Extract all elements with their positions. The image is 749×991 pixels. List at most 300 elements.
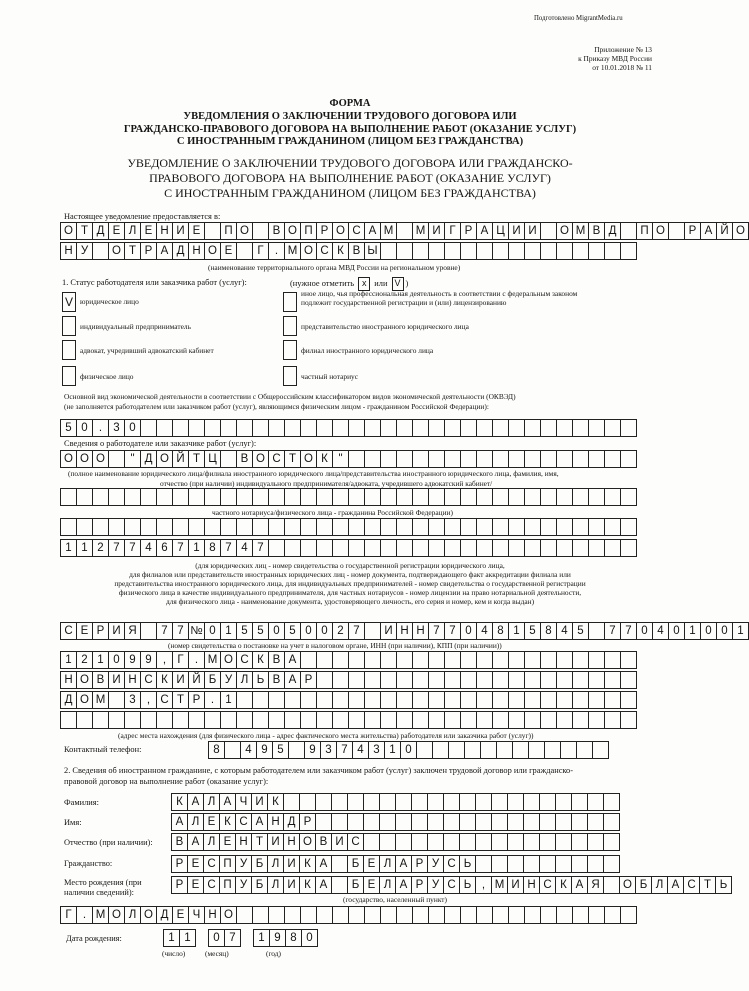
char-cell	[524, 793, 540, 811]
char-cell	[317, 539, 333, 557]
char-cell: Л	[380, 855, 396, 873]
prepared-by: Подготовлено MigrantMedia.ru	[534, 15, 623, 22]
char-cell: Л	[188, 813, 204, 831]
char-cell	[301, 651, 317, 669]
char-cell: О	[620, 876, 636, 894]
char-cell: В	[349, 242, 365, 260]
char-cell	[365, 671, 381, 689]
char-cell: 4	[653, 622, 669, 640]
char-cell: П	[301, 222, 317, 240]
char-cell	[61, 488, 77, 506]
char-cell	[573, 242, 589, 260]
notice-title-line: УВЕДОМЛЕНИЕ О ЗАКЛЮЧЕНИИ ТРУДОВОГО ДОГОВОРА ИЛИ ГРАЖДАНСКО-	[127, 156, 573, 170]
birthplace-field-2[interactable]	[60, 906, 637, 924]
address-row-4[interactable]	[60, 711, 637, 729]
char-cell: 0	[77, 419, 93, 437]
char-cell	[205, 711, 221, 729]
char-cell: О	[301, 242, 317, 260]
char-cell	[524, 855, 540, 873]
char-cell: А	[172, 813, 188, 831]
char-cell	[477, 691, 493, 709]
char-cell	[381, 691, 397, 709]
char-cell: 4	[353, 741, 369, 759]
char-cell	[509, 518, 525, 536]
char-cell	[460, 793, 476, 811]
char-cell	[509, 651, 525, 669]
char-cell	[557, 419, 573, 437]
char-cell: Т	[125, 242, 141, 260]
char-cell: Г	[253, 242, 269, 260]
char-cell	[557, 671, 573, 689]
char-cell	[157, 419, 173, 437]
char-cell	[364, 813, 380, 831]
char-cell	[397, 518, 413, 536]
char-cell: А	[188, 793, 204, 811]
name-label: Имя:	[64, 818, 82, 827]
char-cell	[445, 711, 461, 729]
char-cell	[173, 419, 189, 437]
char-cell	[332, 876, 348, 894]
char-cell	[445, 691, 461, 709]
char-cell: О	[557, 222, 573, 240]
okved-field[interactable]	[60, 419, 637, 437]
char-cell	[561, 741, 577, 759]
char-cell	[525, 711, 541, 729]
char-cell	[396, 793, 412, 811]
char-cell: 5	[285, 622, 301, 640]
char-cell: И	[268, 833, 284, 851]
char-cell	[492, 855, 508, 873]
form-title-line: ГРАЖДАНСКО-ПРАВОВОГО ДОГОВОРА НА ВЫПОЛНЕНИЕ РАБОТ (ОКАЗАНИЕ УСЛУГ)	[123, 123, 577, 135]
recipient-row-2[interactable]	[60, 242, 637, 260]
char-cell: Н	[205, 906, 221, 924]
char-cell	[573, 419, 589, 437]
char-cell	[381, 906, 397, 924]
char-cell	[481, 741, 497, 759]
char-cell	[449, 741, 465, 759]
char-cell: 8	[493, 622, 509, 640]
char-cell	[541, 711, 557, 729]
char-cell: 7	[157, 622, 173, 640]
char-cell: 0	[269, 622, 285, 640]
address-row-2[interactable]	[60, 671, 637, 689]
char-cell	[61, 711, 77, 729]
char-cell: .	[77, 906, 93, 924]
checkbox-other-person[interactable]	[283, 292, 297, 312]
char-cell	[529, 741, 545, 759]
char-cell	[493, 518, 509, 536]
char-cell: 0	[302, 929, 318, 947]
char-cell: И	[525, 222, 541, 240]
char-cell: К	[172, 793, 188, 811]
char-cell: Р	[461, 222, 477, 240]
char-cell	[317, 518, 333, 536]
char-cell	[300, 793, 316, 811]
char-cell: Р	[412, 855, 428, 873]
char-cell	[429, 539, 445, 557]
option-representative-office: представительство иностранного юридического лица	[301, 322, 469, 331]
checkbox-notary[interactable]	[283, 366, 297, 386]
char-cell: 7	[605, 622, 621, 640]
phone-field[interactable]	[208, 741, 609, 759]
char-cell: М	[381, 222, 397, 240]
char-cell	[605, 488, 621, 506]
char-cell: К	[220, 813, 236, 831]
char-cell	[461, 671, 477, 689]
char-cell	[589, 419, 605, 437]
char-cell	[380, 833, 396, 851]
char-cell	[557, 488, 573, 506]
char-cell: Д	[141, 450, 157, 468]
char-cell	[317, 906, 333, 924]
char-cell: 4	[241, 741, 257, 759]
birthplace-field-1[interactable]	[171, 876, 732, 894]
char-cell	[621, 518, 637, 536]
char-cell	[573, 906, 589, 924]
employer-name-row-3[interactable]	[60, 518, 637, 536]
char-cell: О	[221, 651, 237, 669]
char-cell: И	[109, 671, 125, 689]
char-cell	[109, 450, 125, 468]
char-cell: Ц	[493, 222, 509, 240]
char-cell: О	[285, 222, 301, 240]
tax-caption: (номер свидетельства о постановке на учет в налоговом органе, ИНН (при наличии), КПП (при наличии))	[168, 641, 502, 650]
address-row-1[interactable]	[60, 651, 637, 669]
employer-name-row-2[interactable]	[60, 488, 637, 506]
char-cell	[317, 488, 333, 506]
char-cell	[109, 711, 125, 729]
char-cell: 0	[401, 741, 417, 759]
char-cell: И	[429, 222, 445, 240]
char-cell: Т	[700, 876, 716, 894]
birthdate-label: Дата рождения:	[66, 934, 122, 943]
char-cell	[380, 793, 396, 811]
char-cell: С	[237, 651, 253, 669]
char-cell: 5	[253, 622, 269, 640]
char-cell	[412, 833, 428, 851]
char-cell: А	[396, 876, 412, 894]
char-cell: 7	[221, 539, 237, 557]
char-cell	[221, 711, 237, 729]
char-cell	[349, 488, 365, 506]
char-cell	[493, 651, 509, 669]
char-cell	[461, 242, 477, 260]
char-cell: Е	[141, 222, 157, 240]
char-cell	[429, 488, 445, 506]
char-cell: 7	[109, 539, 125, 557]
ogrn-field[interactable]	[60, 539, 637, 557]
char-cell	[397, 539, 413, 557]
char-cell	[493, 419, 509, 437]
char-cell	[605, 671, 621, 689]
char-cell	[573, 539, 589, 557]
char-cell	[332, 793, 348, 811]
char-cell	[593, 741, 609, 759]
char-cell	[237, 419, 253, 437]
char-cell	[573, 450, 589, 468]
char-cell	[604, 793, 620, 811]
char-cell: 5	[237, 622, 253, 640]
checkbox-representative-office[interactable]	[283, 316, 297, 336]
char-cell	[109, 518, 125, 536]
char-cell	[493, 450, 509, 468]
char-cell	[365, 518, 381, 536]
char-cell	[316, 793, 332, 811]
char-cell: Л	[652, 876, 668, 894]
char-cell	[476, 813, 492, 831]
char-cell: 3	[321, 741, 337, 759]
char-cell: М	[93, 691, 109, 709]
char-cell: 0	[209, 929, 225, 947]
char-cell	[577, 741, 593, 759]
char-cell	[396, 813, 412, 831]
char-cell	[413, 906, 429, 924]
char-cell: Н	[189, 242, 205, 260]
char-cell	[349, 671, 365, 689]
char-cell: Р	[301, 671, 317, 689]
char-cell	[445, 518, 461, 536]
checkbox-natural-person[interactable]	[62, 366, 76, 386]
name-field[interactable]	[171, 813, 620, 831]
char-cell: 1	[254, 929, 270, 947]
char-cell	[317, 671, 333, 689]
appendix-line: к Приказу МВД России	[578, 54, 652, 63]
char-cell	[541, 691, 557, 709]
char-cell	[541, 242, 557, 260]
char-cell: С	[348, 833, 364, 851]
char-cell: А	[157, 242, 173, 260]
char-cell: Е	[109, 222, 125, 240]
char-cell: К	[157, 671, 173, 689]
char-cell: .	[93, 419, 109, 437]
char-cell: С	[444, 876, 460, 894]
char-cell	[605, 651, 621, 669]
char-cell	[556, 855, 572, 873]
patronymic-field[interactable]	[171, 833, 620, 851]
char-cell: 1	[180, 929, 196, 947]
char-cell: О	[93, 450, 109, 468]
char-cell	[348, 813, 364, 831]
char-cell	[621, 671, 637, 689]
char-cell	[541, 488, 557, 506]
char-cell: У	[221, 671, 237, 689]
char-cell	[541, 539, 557, 557]
char-cell: О	[77, 691, 93, 709]
char-cell	[364, 833, 380, 851]
char-cell	[289, 741, 305, 759]
char-cell	[253, 906, 269, 924]
char-cell	[541, 450, 557, 468]
char-cell	[317, 711, 333, 729]
notice-title-line: С ИНОСТРАННЫМ ГРАЖДАНИНОМ (ЛИЦОМ БЕЗ ГРАЖДАНСТВА)	[164, 186, 536, 200]
char-cell: Л	[268, 876, 284, 894]
char-cell: 2	[93, 539, 109, 557]
char-cell: О	[301, 450, 317, 468]
char-cell: 3	[109, 419, 125, 437]
char-cell: Е	[173, 906, 189, 924]
birth-month-field[interactable]	[208, 929, 241, 947]
char-cell: М	[285, 242, 301, 260]
char-cell	[429, 651, 445, 669]
char-cell	[573, 651, 589, 669]
char-cell	[429, 518, 445, 536]
notice-title	[0, 156, 700, 201]
char-cell: К	[300, 855, 316, 873]
char-cell	[669, 222, 685, 240]
checkbox-branch[interactable]	[283, 340, 297, 360]
char-cell: И	[284, 876, 300, 894]
char-cell	[556, 793, 572, 811]
char-cell: И	[252, 793, 268, 811]
char-cell: Ь	[460, 876, 476, 894]
ogrn-caption-line: для физического лица - наименование документа, удостоверяющего личность, его серия и номер, кем и когда выдан)	[165, 597, 535, 606]
char-cell	[604, 855, 620, 873]
char-cell	[381, 488, 397, 506]
char-cell	[413, 539, 429, 557]
char-cell	[221, 419, 237, 437]
char-cell: О	[77, 450, 93, 468]
char-cell: О	[141, 906, 157, 924]
address-row-3[interactable]	[60, 691, 637, 709]
char-cell: 4	[141, 539, 157, 557]
char-cell	[332, 855, 348, 873]
char-cell	[301, 488, 317, 506]
char-cell	[557, 242, 573, 260]
option-other-person: иное лицо, чья профессиональная деятельность в соответствии с федеральным законом подлежит государственной регистрации и (или) лицензированию	[301, 289, 578, 307]
char-cell	[525, 671, 541, 689]
checkbox-legal-entity[interactable]: V	[62, 292, 76, 312]
char-cell	[365, 419, 381, 437]
char-cell	[605, 450, 621, 468]
char-cell: Р	[317, 222, 333, 240]
char-cell	[125, 711, 141, 729]
char-cell: 0	[109, 651, 125, 669]
char-cell: Й	[717, 222, 733, 240]
char-cell: В	[269, 671, 285, 689]
char-cell	[509, 450, 525, 468]
char-cell	[365, 539, 381, 557]
char-cell	[237, 906, 253, 924]
char-cell: С	[61, 622, 77, 640]
char-cell	[589, 450, 605, 468]
surname-field[interactable]	[171, 793, 620, 811]
char-cell: 5	[525, 622, 541, 640]
char-cell	[332, 813, 348, 831]
char-cell: Р	[93, 622, 109, 640]
char-cell: 9	[305, 741, 321, 759]
ogrn-caption-line: физического лица в качестве индивидуального предпринимателя, для частных нотариусов - номер лицензии на право нотариальной деятельности,	[118, 588, 582, 597]
ogrn-caption-line: для филиалов или представительств иностранных юридических лиц - номер документа, подтверждающего факт аккредитации филиала или	[129, 570, 571, 579]
char-cell	[545, 741, 561, 759]
char-cell: Й	[189, 671, 205, 689]
char-cell	[541, 651, 557, 669]
char-cell: М	[93, 906, 109, 924]
char-cell: Н	[397, 622, 413, 640]
char-cell: 9	[141, 651, 157, 669]
char-cell	[412, 813, 428, 831]
birth-year-field[interactable]	[253, 929, 318, 947]
char-cell	[508, 813, 524, 831]
char-cell	[428, 793, 444, 811]
char-cell: Д	[61, 691, 77, 709]
char-cell: Л	[125, 906, 141, 924]
char-cell	[461, 711, 477, 729]
char-cell: 2	[333, 622, 349, 640]
char-cell	[157, 518, 173, 536]
char-cell: 0	[701, 622, 717, 640]
char-cell	[621, 222, 637, 240]
char-cell: Л	[380, 876, 396, 894]
char-cell: Р	[412, 876, 428, 894]
char-cell	[397, 906, 413, 924]
char-cell	[141, 518, 157, 536]
char-cell	[397, 488, 413, 506]
status-label: 1. Статус работодателя или заказчика работ (услуг):	[62, 278, 247, 287]
char-cell: Б	[252, 855, 268, 873]
char-cell	[433, 741, 449, 759]
char-cell: К	[556, 876, 572, 894]
char-cell: Р	[300, 813, 316, 831]
employer-name-row-1[interactable]	[60, 450, 637, 468]
char-cell	[205, 419, 221, 437]
char-cell	[109, 691, 125, 709]
char-cell	[525, 906, 541, 924]
char-cell	[397, 242, 413, 260]
char-cell	[557, 539, 573, 557]
char-cell: Н	[125, 671, 141, 689]
char-cell	[333, 539, 349, 557]
char-cell	[525, 488, 541, 506]
char-cell	[589, 622, 605, 640]
char-cell: Н	[61, 242, 77, 260]
tax-field[interactable]	[60, 622, 749, 640]
char-cell: Е	[204, 813, 220, 831]
char-cell: Л	[204, 833, 220, 851]
char-cell	[605, 906, 621, 924]
char-cell	[237, 691, 253, 709]
char-cell: В	[589, 222, 605, 240]
citizenship-field[interactable]	[171, 855, 620, 873]
char-cell	[365, 711, 381, 729]
checkbox-lawyer[interactable]	[62, 340, 76, 360]
char-cell: У	[236, 855, 252, 873]
char-cell	[572, 833, 588, 851]
char-cell: Р	[141, 242, 157, 260]
char-cell	[285, 711, 301, 729]
char-cell: Р	[172, 855, 188, 873]
char-cell: С	[444, 855, 460, 873]
char-cell	[413, 711, 429, 729]
recipient-row-1[interactable]	[60, 222, 749, 240]
char-cell	[572, 855, 588, 873]
char-cell	[477, 539, 493, 557]
char-cell: Т	[173, 691, 189, 709]
char-cell	[381, 242, 397, 260]
birth-day-field[interactable]	[163, 929, 196, 947]
char-cell: К	[300, 876, 316, 894]
char-cell: 0	[637, 622, 653, 640]
char-cell: Д	[93, 222, 109, 240]
foreigner-section-label-1: 2. Сведения об иностранном гражданине, с которым работодателем или заказчиком работ (услуг) заключен трудовой договор или гражданско-	[64, 766, 574, 775]
char-cell: И	[508, 876, 524, 894]
char-cell	[525, 539, 541, 557]
char-cell	[525, 691, 541, 709]
char-cell: А	[188, 833, 204, 851]
checkbox-individual-entrepreneur[interactable]	[62, 316, 76, 336]
char-cell: Е	[364, 855, 380, 873]
char-cell: Н	[524, 876, 540, 894]
char-cell	[237, 242, 253, 260]
